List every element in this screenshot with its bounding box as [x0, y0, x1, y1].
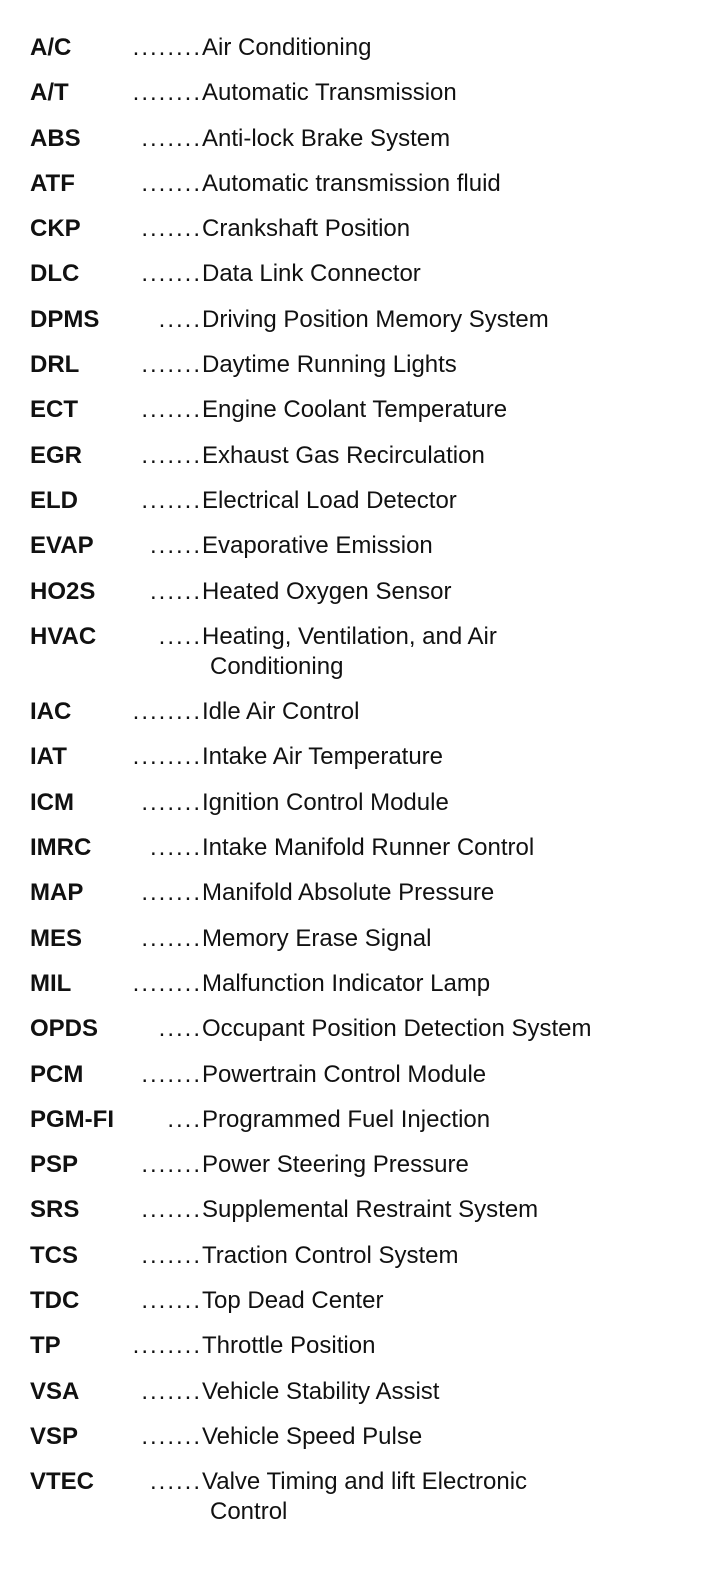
definition: Vehicle Speed Pulse — [202, 1422, 423, 1450]
dot-leader: ....... — [141, 1287, 202, 1315]
abbreviation: PSP — [30, 1151, 79, 1179]
dot-leader: ........ — [132, 1332, 202, 1360]
definition: Manifold Absolute Pressure — [202, 879, 495, 907]
dot-leader: ..... — [158, 305, 202, 333]
abbreviation: VTEC — [30, 1468, 95, 1496]
abbreviation: PGM-FI — [30, 1105, 114, 1133]
definition: Electrical Load Detector — [202, 486, 457, 514]
definition: Daytime Running Lights — [202, 351, 457, 379]
abbreviation: DPMS — [30, 305, 100, 333]
glossary-entry-imrc — [30, 833, 680, 878]
definition: Powertrain Control Module — [202, 1060, 487, 1088]
abbreviation: IAC — [30, 698, 72, 726]
definition: Occupant Position Detection System — [202, 1015, 592, 1043]
abbreviation-glossary — [30, 33, 680, 1543]
glossary-entry-ac — [30, 33, 680, 78]
abbreviation: HVAC — [30, 622, 97, 650]
glossary-entry-mes — [30, 924, 680, 969]
dot-leader: ........ — [132, 969, 202, 997]
dot-leader: ........ — [132, 79, 202, 107]
abbreviation: DLC — [30, 260, 80, 288]
glossary-entry-at — [30, 78, 680, 123]
abbreviation: TCS — [30, 1241, 78, 1269]
definition: Ignition Control Module — [202, 788, 449, 816]
definition: Throttle Position — [202, 1332, 376, 1360]
glossary-entry-icm — [30, 788, 680, 833]
abbreviation: ECT — [30, 396, 78, 424]
dot-leader: ....... — [141, 879, 202, 907]
dot-leader: ....... — [141, 1377, 202, 1405]
abbreviation: MES — [30, 924, 83, 952]
dot-leader: ....... — [141, 260, 202, 288]
glossary-entry-vtec — [30, 1467, 680, 1542]
abbreviation: EGR — [30, 441, 83, 469]
glossary-entry-ect — [30, 395, 680, 440]
definition: Heated Oxygen Sensor — [202, 577, 452, 605]
abbreviation: ATF — [30, 169, 75, 197]
abbreviation: A/T — [30, 79, 69, 107]
abbreviation: PCM — [30, 1060, 84, 1088]
glossary-entry-pgm-fi — [30, 1105, 680, 1150]
dot-leader: ....... — [141, 124, 202, 152]
glossary-entry-ckp — [30, 214, 680, 259]
glossary-entry-pcm — [30, 1060, 680, 1105]
abbreviation: ICM — [30, 788, 74, 816]
dot-leader: .... — [167, 1105, 202, 1133]
dot-leader: ...... — [149, 834, 202, 862]
definition: Data Link Connector — [202, 260, 421, 288]
dot-leader: ....... — [141, 1241, 202, 1269]
definition-line-1: Heating, Ventilation, and Air — [202, 622, 497, 650]
definition: Intake Air Temperature — [202, 743, 444, 771]
definition — [202, 622, 680, 682]
glossary-entry-vsa — [30, 1377, 680, 1422]
glossary-entry-tp — [30, 1331, 680, 1376]
glossary-entry-tcs — [30, 1241, 680, 1286]
dot-leader: ........ — [132, 698, 202, 726]
definition: Engine Coolant Temperature — [202, 396, 508, 424]
dot-leader: ....... — [141, 1422, 202, 1450]
abbreviation: HO2S — [30, 577, 96, 605]
glossary-entry-tdc — [30, 1286, 680, 1331]
glossary-entry-dlc — [30, 259, 680, 304]
glossary-entry-ho2s — [30, 577, 680, 622]
glossary-entry-srs — [30, 1195, 680, 1240]
definition: Automatic Transmission — [202, 79, 457, 107]
glossary-entry-map — [30, 878, 680, 923]
glossary-entry-vsp — [30, 1422, 680, 1467]
definition: Vehicle Stability Assist — [202, 1377, 440, 1405]
dot-leader: ....... — [141, 1196, 202, 1224]
abbreviation: DRL — [30, 351, 80, 379]
abbreviation: TP — [30, 1332, 61, 1360]
glossary-entry-mil — [30, 969, 680, 1014]
abbreviation: OPDS — [30, 1015, 99, 1043]
glossary-entry-egr — [30, 441, 680, 486]
definition-line-2: Conditioning — [210, 652, 344, 680]
glossary-entry-drl — [30, 350, 680, 395]
definition: Automatic transmission fluid — [202, 169, 501, 197]
glossary-entry-eld — [30, 486, 680, 531]
abbreviation: CKP — [30, 215, 81, 243]
definition: Idle Air Control — [202, 698, 360, 726]
dot-leader: ........ — [132, 34, 202, 61]
definition: Malfunction Indicator Lamp — [202, 969, 491, 997]
definition — [202, 1467, 680, 1527]
definition: Supplemental Restraint System — [202, 1196, 539, 1224]
definition: Driving Position Memory System — [202, 305, 549, 333]
abbreviation: VSA — [30, 1377, 80, 1405]
glossary-entry-psp — [30, 1150, 680, 1195]
definition: Crankshaft Position — [202, 215, 411, 243]
glossary-entry-atf — [30, 169, 680, 214]
abbreviation: MIL — [30, 969, 72, 997]
dot-leader: ..... — [158, 1015, 202, 1043]
dot-leader: ...... — [149, 532, 202, 560]
dot-leader: ....... — [141, 215, 202, 243]
dot-leader: ....... — [141, 169, 202, 197]
definition: Top Dead Center — [202, 1287, 384, 1315]
definition: Anti-lock Brake System — [202, 124, 451, 152]
glossary-entry-dpms — [30, 305, 680, 350]
dot-leader: ....... — [141, 924, 202, 952]
dot-leader: ....... — [141, 486, 202, 514]
definition: Programmed Fuel Injection — [202, 1105, 491, 1133]
definition: Air Conditioning — [202, 34, 372, 61]
definition-line-1: Valve Timing and lift Electronic — [202, 1468, 528, 1496]
definition: Memory Erase Signal — [202, 924, 432, 952]
abbreviation: IMRC — [30, 834, 92, 862]
definition: Evaporative Emission — [202, 532, 433, 560]
abbreviation: MAP — [30, 879, 84, 907]
dot-leader: ....... — [141, 1151, 202, 1179]
definition-line-2: Control — [210, 1498, 288, 1526]
abbreviation: A/C — [30, 34, 72, 61]
abbreviation: ABS — [30, 124, 81, 152]
glossary-entry-evap — [30, 531, 680, 576]
abbreviation: SRS — [30, 1196, 80, 1224]
abbreviation: VSP — [30, 1422, 79, 1450]
glossary-entry-iac — [30, 697, 680, 742]
glossary-entry-opds — [30, 1014, 680, 1059]
dot-leader: ...... — [149, 577, 202, 605]
dot-leader: ....... — [141, 788, 202, 816]
dot-leader: ...... — [149, 1468, 202, 1496]
abbreviation: IAT — [30, 743, 67, 771]
dot-leader: ....... — [141, 396, 202, 424]
dot-leader: ....... — [141, 441, 202, 469]
definition: Exhaust Gas Recirculation — [202, 441, 485, 469]
dot-leader: ....... — [141, 1060, 202, 1088]
dot-leader: ....... — [141, 351, 202, 379]
abbreviation: ELD — [30, 486, 78, 514]
glossary-entry-iat — [30, 742, 680, 787]
glossary-entry-abs — [30, 124, 680, 169]
definition: Power Steering Pressure — [202, 1151, 469, 1179]
definition: Traction Control System — [202, 1241, 459, 1269]
abbreviation: EVAP — [30, 532, 94, 560]
glossary-entry-hvac — [30, 622, 680, 697]
dot-leader: ..... — [158, 622, 202, 650]
dot-leader: ........ — [132, 743, 202, 771]
definition: Intake Manifold Runner Control — [202, 834, 535, 862]
abbreviation: TDC — [30, 1287, 80, 1315]
